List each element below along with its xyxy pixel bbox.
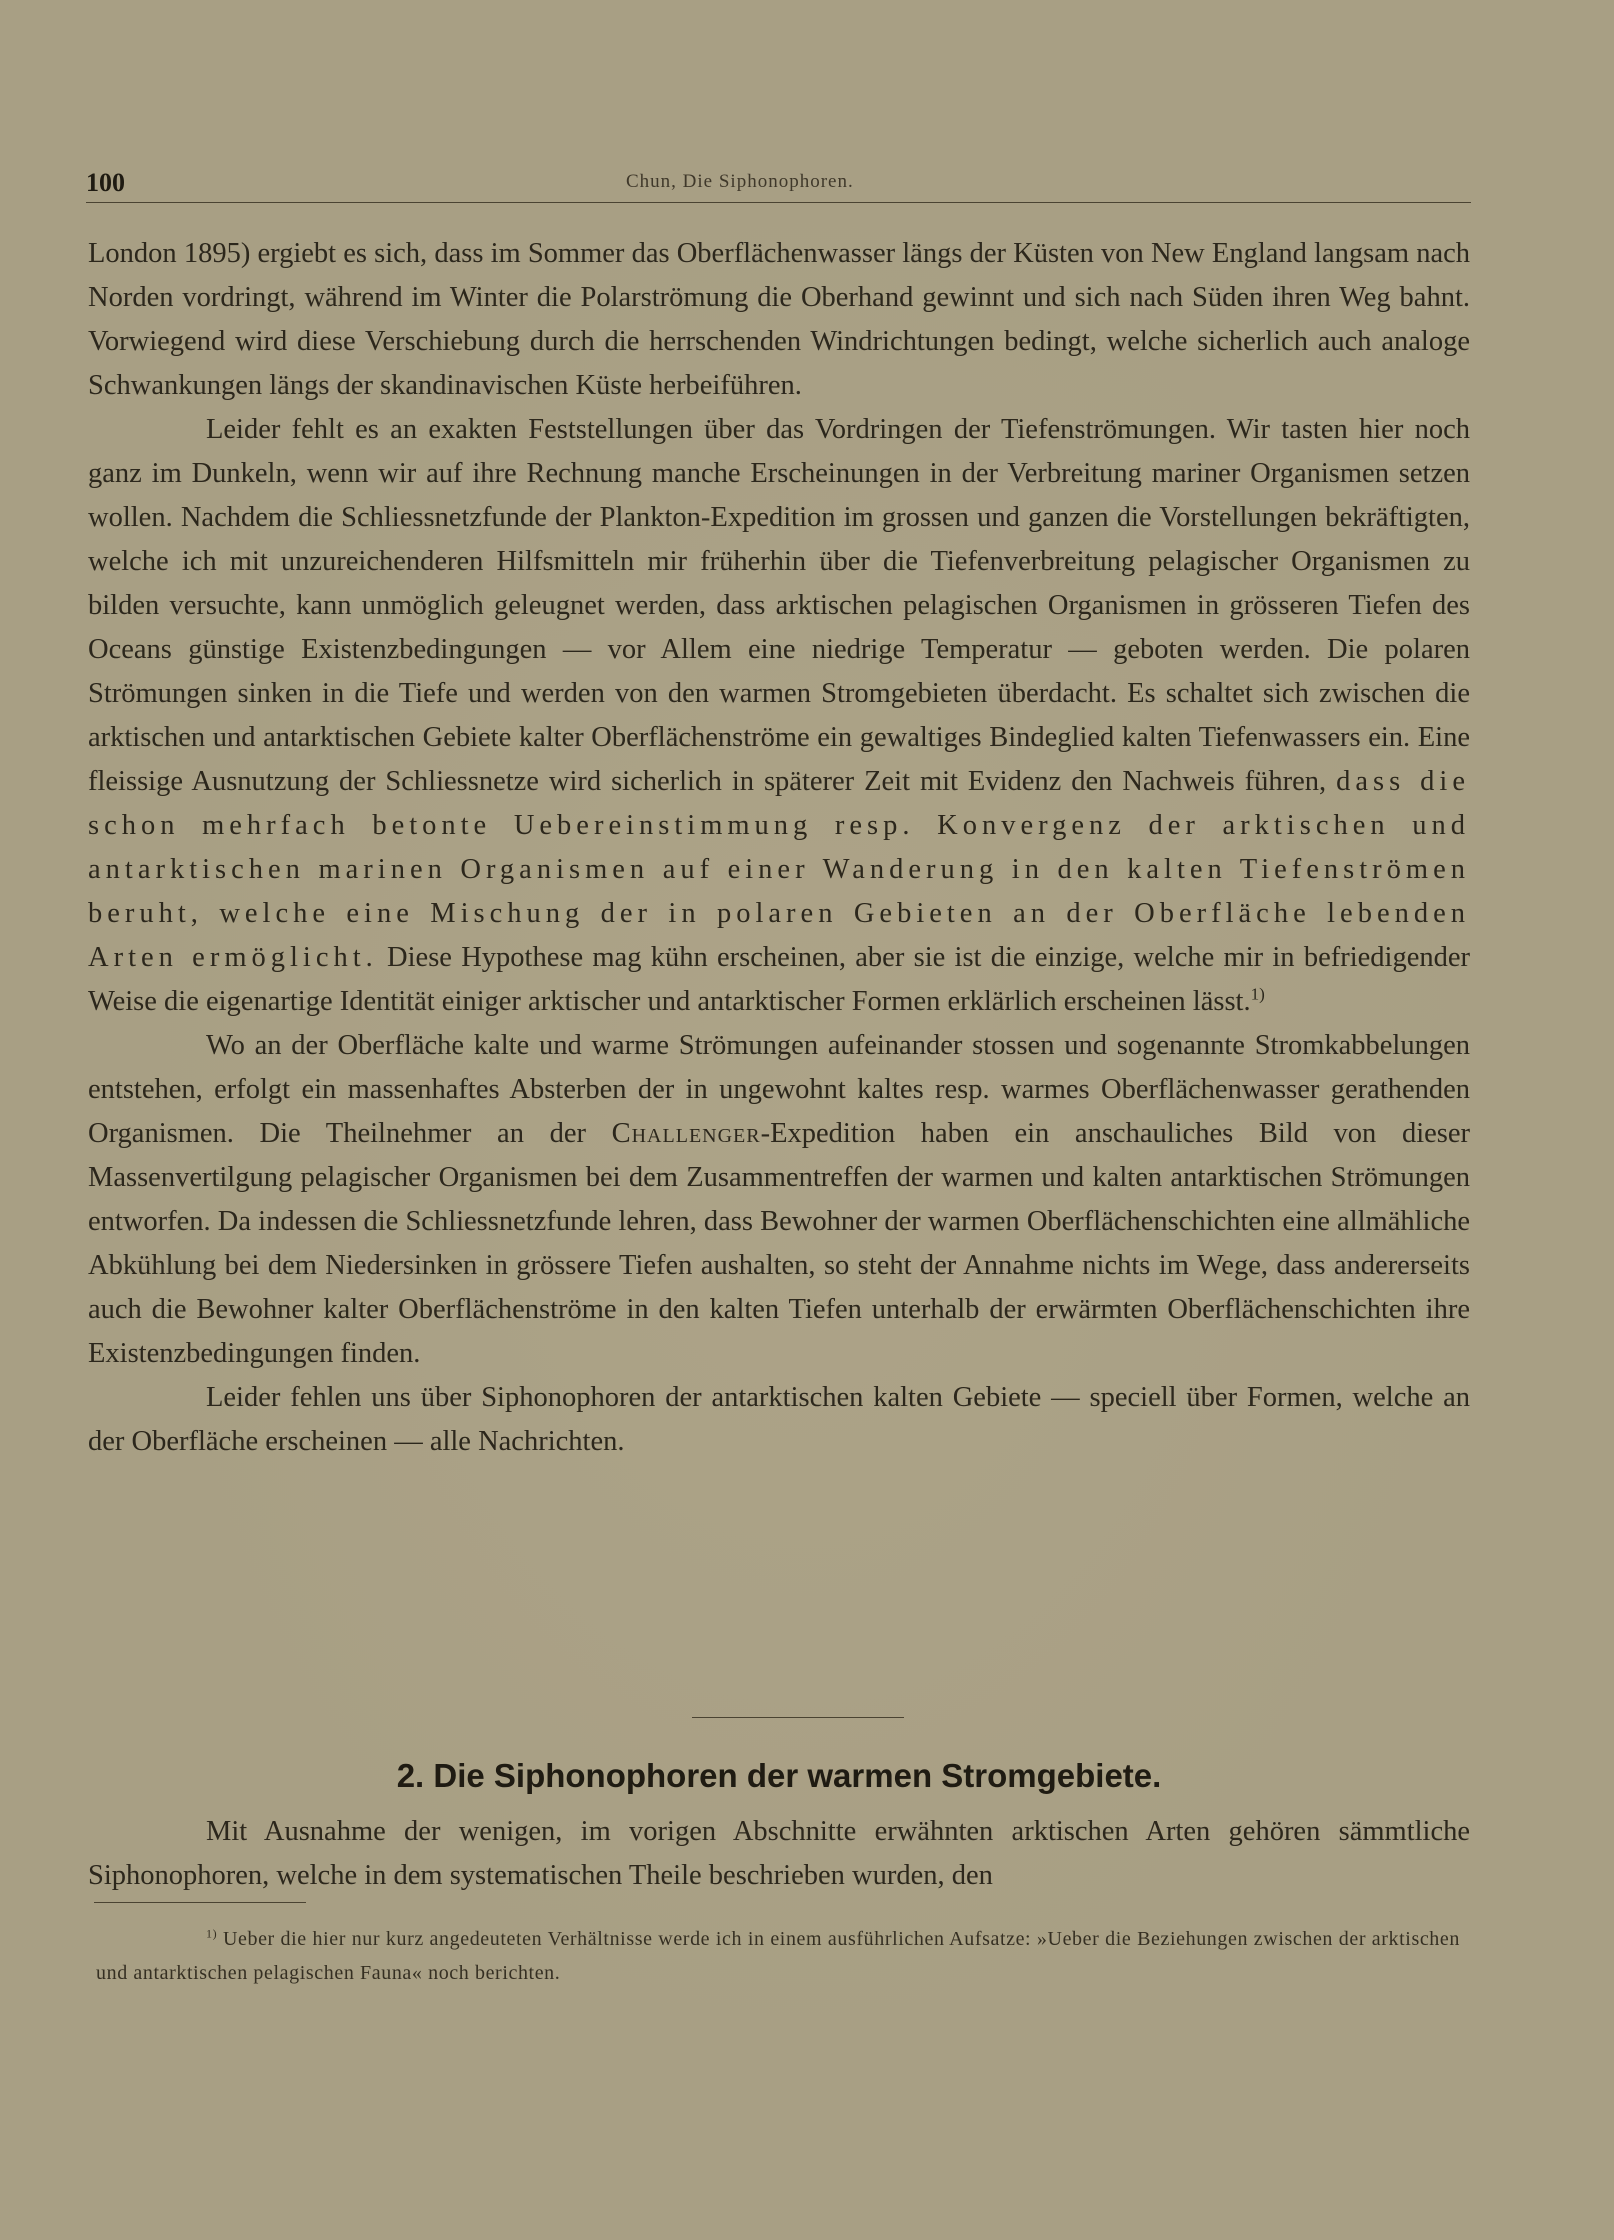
paragraph: London 1895) ergiebt es sich, dass im Sommer das Oberflächenwasser längs der Küsten von New England langsam nach Norden vordringt, während im Winter die Polarströmung die Oberhand gewinnt und sich nach Süden ihren Weg bahnt. Vorwiegend wird diese Verschiebung durch die herrschenden Windrichtungen bedingt, welche sicherlich auch analoge Schwankungen längs der skandinavischen Küste herbeiführen. xyxy=(88,238,1470,401)
footnote-text xyxy=(96,1922,1460,1990)
running-title: Chun, Die Siphonophoren. xyxy=(626,171,854,192)
page-header xyxy=(86,168,1471,203)
paragraph xyxy=(88,408,1470,1024)
emphasized-text: dass die schon mehrfach betonte Uebereinstimmung resp. Konvergenz der arktischen und antarktischen marinen Organismen auf einer Wanderung in den kalten Tiefenströmen beruht, welche eine Mischung der in polaren Gebieten an der Oberfläche lebenden Arten ermöglicht. xyxy=(88,766,1470,973)
section-text xyxy=(88,1810,1470,1898)
paragraph-text: -Expedition haben ein anschauliches Bild von dieser Massenvertilgung pelagischer Organismen bei dem Zusammentreffen der warmen und kalten antarktischen Strömungen entworfen. Da indessen die Schliessnetzfunde lehren, dass Bewohner der warmen Oberflächenschichten eine allmähliche Abkühlung bei dem Niedersinken in grössere Tiefen aushalten, so steht der Annahme nichts im Wege, dass andererseits auch die Bewohner kalter Oberflächenströme in den kalten Tiefen unterhalb der erwärmten Oberflächenschichten ihre Existenzbedingungen finden. xyxy=(88,1118,1470,1369)
footnote-rule xyxy=(94,1902,306,1903)
footnote-reference: 1) xyxy=(1250,984,1265,1004)
paragraph: Leider fehlen uns über Siphonophoren der antarktischen kalten Gebiete — speciell über Formen, welche an der Oberfläche erscheinen — alle Nachrichten. xyxy=(88,1382,1470,1457)
footnote-body: Ueber die hier nur kurz angedeuteten Verhältnisse werde ich in einem ausführlichen Aufsatze: »Ueber die Beziehungen zwischen der arktischen und antarktischen pelagischen Fauna« noch berichten. xyxy=(96,1928,1460,1984)
small-caps-name: Challenger xyxy=(611,1118,761,1149)
section-divider xyxy=(692,1717,904,1718)
paragraph: Mit Ausnahme der wenigen, im vorigen Abschnitte erwähnten arktischen Arten gehören sämmtliche Siphonophoren, welche in dem systematischen Theile beschrieben wurden, den xyxy=(88,1816,1470,1891)
body-text xyxy=(88,232,1470,1464)
section-heading: 2. Die Siphonophoren der warmen Stromgebiete. xyxy=(396,1757,1162,1794)
paragraph-text: Diese Hypothese mag kühn erscheinen, aber sie ist die einzige, welche mir in befriedigender Weise die eigenartige Identität einiger arktischer und antarktischer Formen erklärlich erscheinen lässt. xyxy=(88,942,1470,1017)
paragraph-text: Wo an der Oberfläche kalte und warme Strömungen aufeinander stossen und sogenannte Stromkabbelungen entstehen, erfolgt ein massenhaftes Absterben der in ungewohnt kaltes resp. warmes Oberflächenwasser gerathenden Organismen. Die Theilnehmer an der xyxy=(88,1030,1470,1149)
footnote xyxy=(96,1922,1460,1990)
page-number: 100 xyxy=(86,168,125,197)
paragraph-text: Leider fehlt es an exakten Feststellungen über das Vordringen der Tiefenströmungen. Wir tasten hier noch ganz im Dunkeln, wenn wir auf ihre Rechnung manche Erscheinungen in der Verbreitung mariner Organismen setzen wollen. Nachdem die Schliessnetzfunde der Plankton-Expedition im grossen und ganzen die Vorstellungen bekräftigten, welche ich mit unzureichenderen Hilfsmitteln mir früherhin über die Tiefenverbreitung pelagischer Organismen zu bilden versuchte, kann unmöglich geleugnet werden, dass arktischen pelagischen Organismen in grösseren Tiefen des Oceans günstige Existenzbedingungen — vor Allem eine niedrige Temperatur — geboten werden. Die polaren Strömungen sinken in die Tiefe und werden von den warmen Stromgebieten überdacht. Es schaltet sich zwischen die arktischen und antarktischen Gebiete kalter Oberflächenströme ein gewaltiges Bindeglied kalten Tiefenwassers ein. Eine fleissige Ausnutzung der Schliessnetze wird sicherlich in späterer Zeit mit Evidenz den Nachweis führen, xyxy=(88,414,1470,797)
footnote-marker: 1) xyxy=(206,1926,218,1941)
paragraph xyxy=(88,1024,1470,1376)
